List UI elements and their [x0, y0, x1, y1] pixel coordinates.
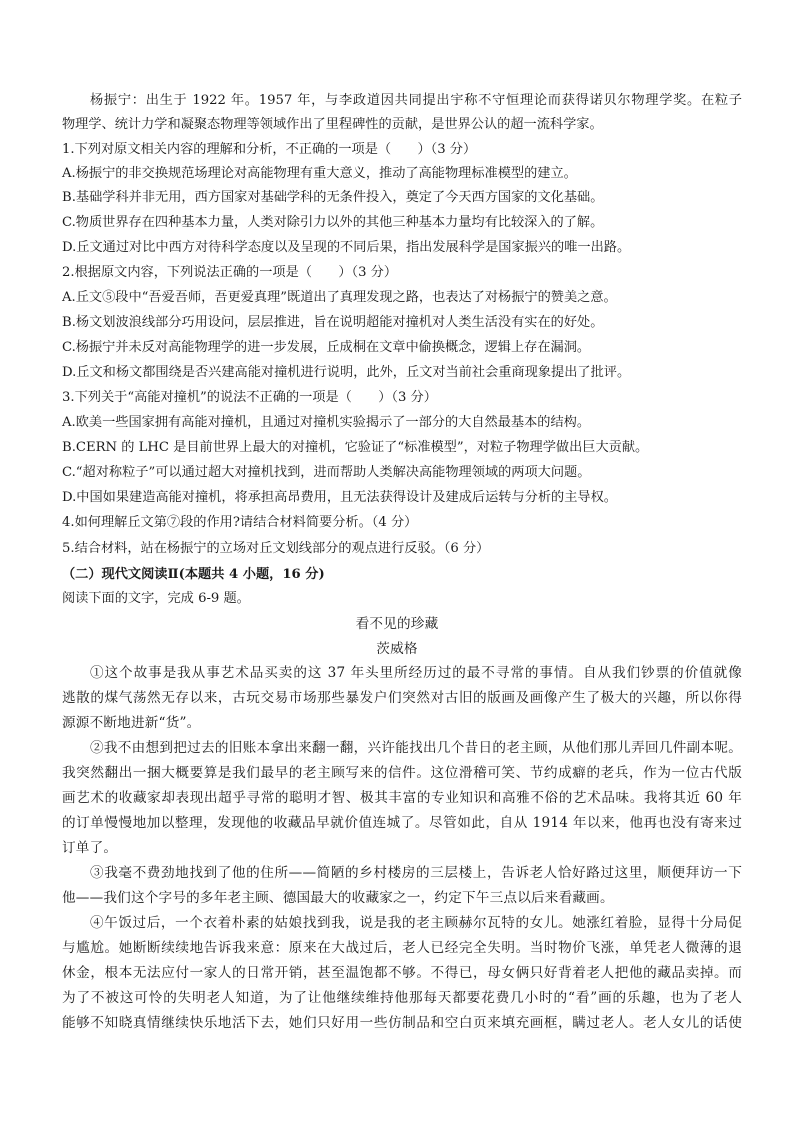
- story-line: 我突然翻出一捆大概要算是我们最早的老主顾写来的信件。这位滑稽可笑、节约成癖的老兵，作为一位古代版: [62, 765, 742, 781]
- story-line: 订单了。: [62, 840, 118, 856]
- story-line: 为了不被这可怜的失明老人知道，为了让他继续维持他那每天都要花费几小时的“看”画的乐趣，也为了老人: [62, 990, 742, 1006]
- question-2-option-b: B.杨文划波浪线部分巧用设问，层层推进，旨在说明超能对撞机对人类生活没有实在的好处。: [62, 315, 604, 330]
- question-3-option-c: C.“超对称粒子”可以通过超大对撞机找到，进而帮助人类解决高能物理领域的两项大问题。: [62, 465, 591, 480]
- story-line: 与尴尬。她断断续续地告诉我来意：原来在大战过后，老人已经完全失明。当时物价飞涨，单凭老人微薄的退: [62, 940, 742, 956]
- story-line: ①这个故事是我从事艺术品买卖的这 37 年头里所经历过的最不寻常的事情。自从我们钞票的价值就像: [90, 665, 742, 681]
- story-author: 茨威格: [376, 641, 418, 657]
- question-1-option-c: C.物质世界存在四种基本力量，人类对除引力以外的其他三种基本力量均有比较深入的了解。: [62, 215, 604, 230]
- story-title: 看不见的珍藏: [355, 616, 439, 632]
- story-line: 源源不断地进新“货”。: [62, 715, 201, 731]
- question-5: 5.结合材料，站在杨振宁的立场对丘文划线部分的观点进行反驳。（6 分）: [62, 541, 490, 556]
- story-line: 休金，根本无法应付一家人的日常开销，甚至温饱都不够。不得已，母女俩只好背着老人把他的藏品卖掉。而: [62, 965, 742, 981]
- question-1-option-a: A.杨振宁的非交换规范场理论对高能物理有重大意义，推动了高能物理标准模型的建立。: [62, 166, 577, 181]
- question-1: 1.下列对原文相关内容的理解和分析，不正确的一项是（ ）（3 分）: [62, 142, 477, 157]
- story-line: 能够不知晓真情继续快乐地活下去，她们只好用一些仿制品和空白页来填充画框，瞒过老人。老人女儿的话使: [62, 1015, 742, 1031]
- bio-line-1: 杨振宁：出生于 1922 年。1957 年，与李政道因共同提出宇称不守恒理论而获得诺贝尔物理学奖。在粒子: [90, 93, 742, 108]
- story-line: 他——我们这个字号的多年老主顾、德国最大的收藏家之一，约定下午三点以后来看藏画。: [62, 890, 614, 906]
- story-line: 的订单慢慢地加以整理，发现他的收藏品早就价值连城了。尽管如此，自从 1914 年以来，他再也没有寄来过: [62, 815, 742, 831]
- story-line: 画艺术的收藏家却表现出超乎寻常的聪明才智、极其丰富的专业知识和高雅不俗的艺术品味。我将其近 60 年: [62, 790, 742, 806]
- question-1-option-d: D.丘文通过对比中西方对待科学态度以及呈现的不同后果，指出发展科学是国家振兴的唯一出路。: [62, 240, 631, 255]
- story-line: ③我毫不费劲地找到了他的住所——简陋的乡村楼房的三层楼上，告诉老人恰好路过这里，顺便拜访一下: [90, 865, 742, 881]
- question-3: 3.下列关于“高能对撞机”的说法不正确的一项是（ ）（3 分）: [62, 390, 437, 405]
- question-3-option-d: D.中国如果建造高能对撞机，将承担高昂费用，且无法获得设计及建成后运转与分析的主导权。: [62, 490, 617, 505]
- story-line: ④午饭过后，一个衣着朴素的姑娘找到我，说是我的老主顾赫尔瓦特的女儿。她涨红着脸，显得十分局促: [90, 915, 742, 931]
- question-2-option-d: D.丘文和杨文都围绕是否兴建高能对撞机进行说明，此外，丘文对当前社会重商现象提出了批评。: [62, 365, 631, 380]
- bio-line-2: 物理学、统计力学和凝聚态物理等领域作出了里程碑性的贡献，是世界公认的超一流科学家。: [62, 117, 603, 132]
- instruction-text: 阅读下面的文字，完成 6-9 题。: [62, 591, 250, 606]
- question-2-option-a: A.丘文⑤段中“吾爱吾师，吾更爱真理”既道出了真理发现之路，也表达了对杨振宁的赞美之意。: [62, 290, 617, 305]
- question-2-option-c: C.杨振宁并未反对高能物理学的进一步发展，丘成桐在文章中偷换概念，逻辑上存在漏洞。: [62, 340, 591, 355]
- question-3-option-a: A.欧美一些国家拥有高能对撞机，且通过对撞机实验揭示了一部分的大自然最基本的结构。: [62, 415, 591, 430]
- question-2: 2.根据原文内容，下列说法正确的一项是（ ）（3 分）: [62, 265, 398, 280]
- question-3-option-b: B.CERN 的 LHC 是目前世界上最大的对撞机，它验证了“标准模型”，对粒子物理学做出巨大贡献。: [62, 440, 649, 455]
- question-4: 4.如何理解丘文第⑦段的作用?请结合材料简要分析。（4 分）: [62, 515, 418, 530]
- story-line: ②我不由想到把过去的旧账本拿出来翻一翻，兴许能找出几个昔日的老主顾，从他们那儿弄回几件副本呢。: [90, 740, 742, 756]
- question-1-option-b: B.基础学科并非无用，西方国家对基础学科的无条件投入，奠定了今天西方国家的文化基础。: [62, 190, 604, 205]
- story-line: 逃散的煤气荡然无存以来，古玩交易市场那些暴发户们突然对古旧的版画及画像产生了极大的兴趣，所以你得: [62, 690, 742, 706]
- section-heading: （二）现代文阅读Ⅱ(本题共 4 小题，16 分): [62, 567, 325, 582]
